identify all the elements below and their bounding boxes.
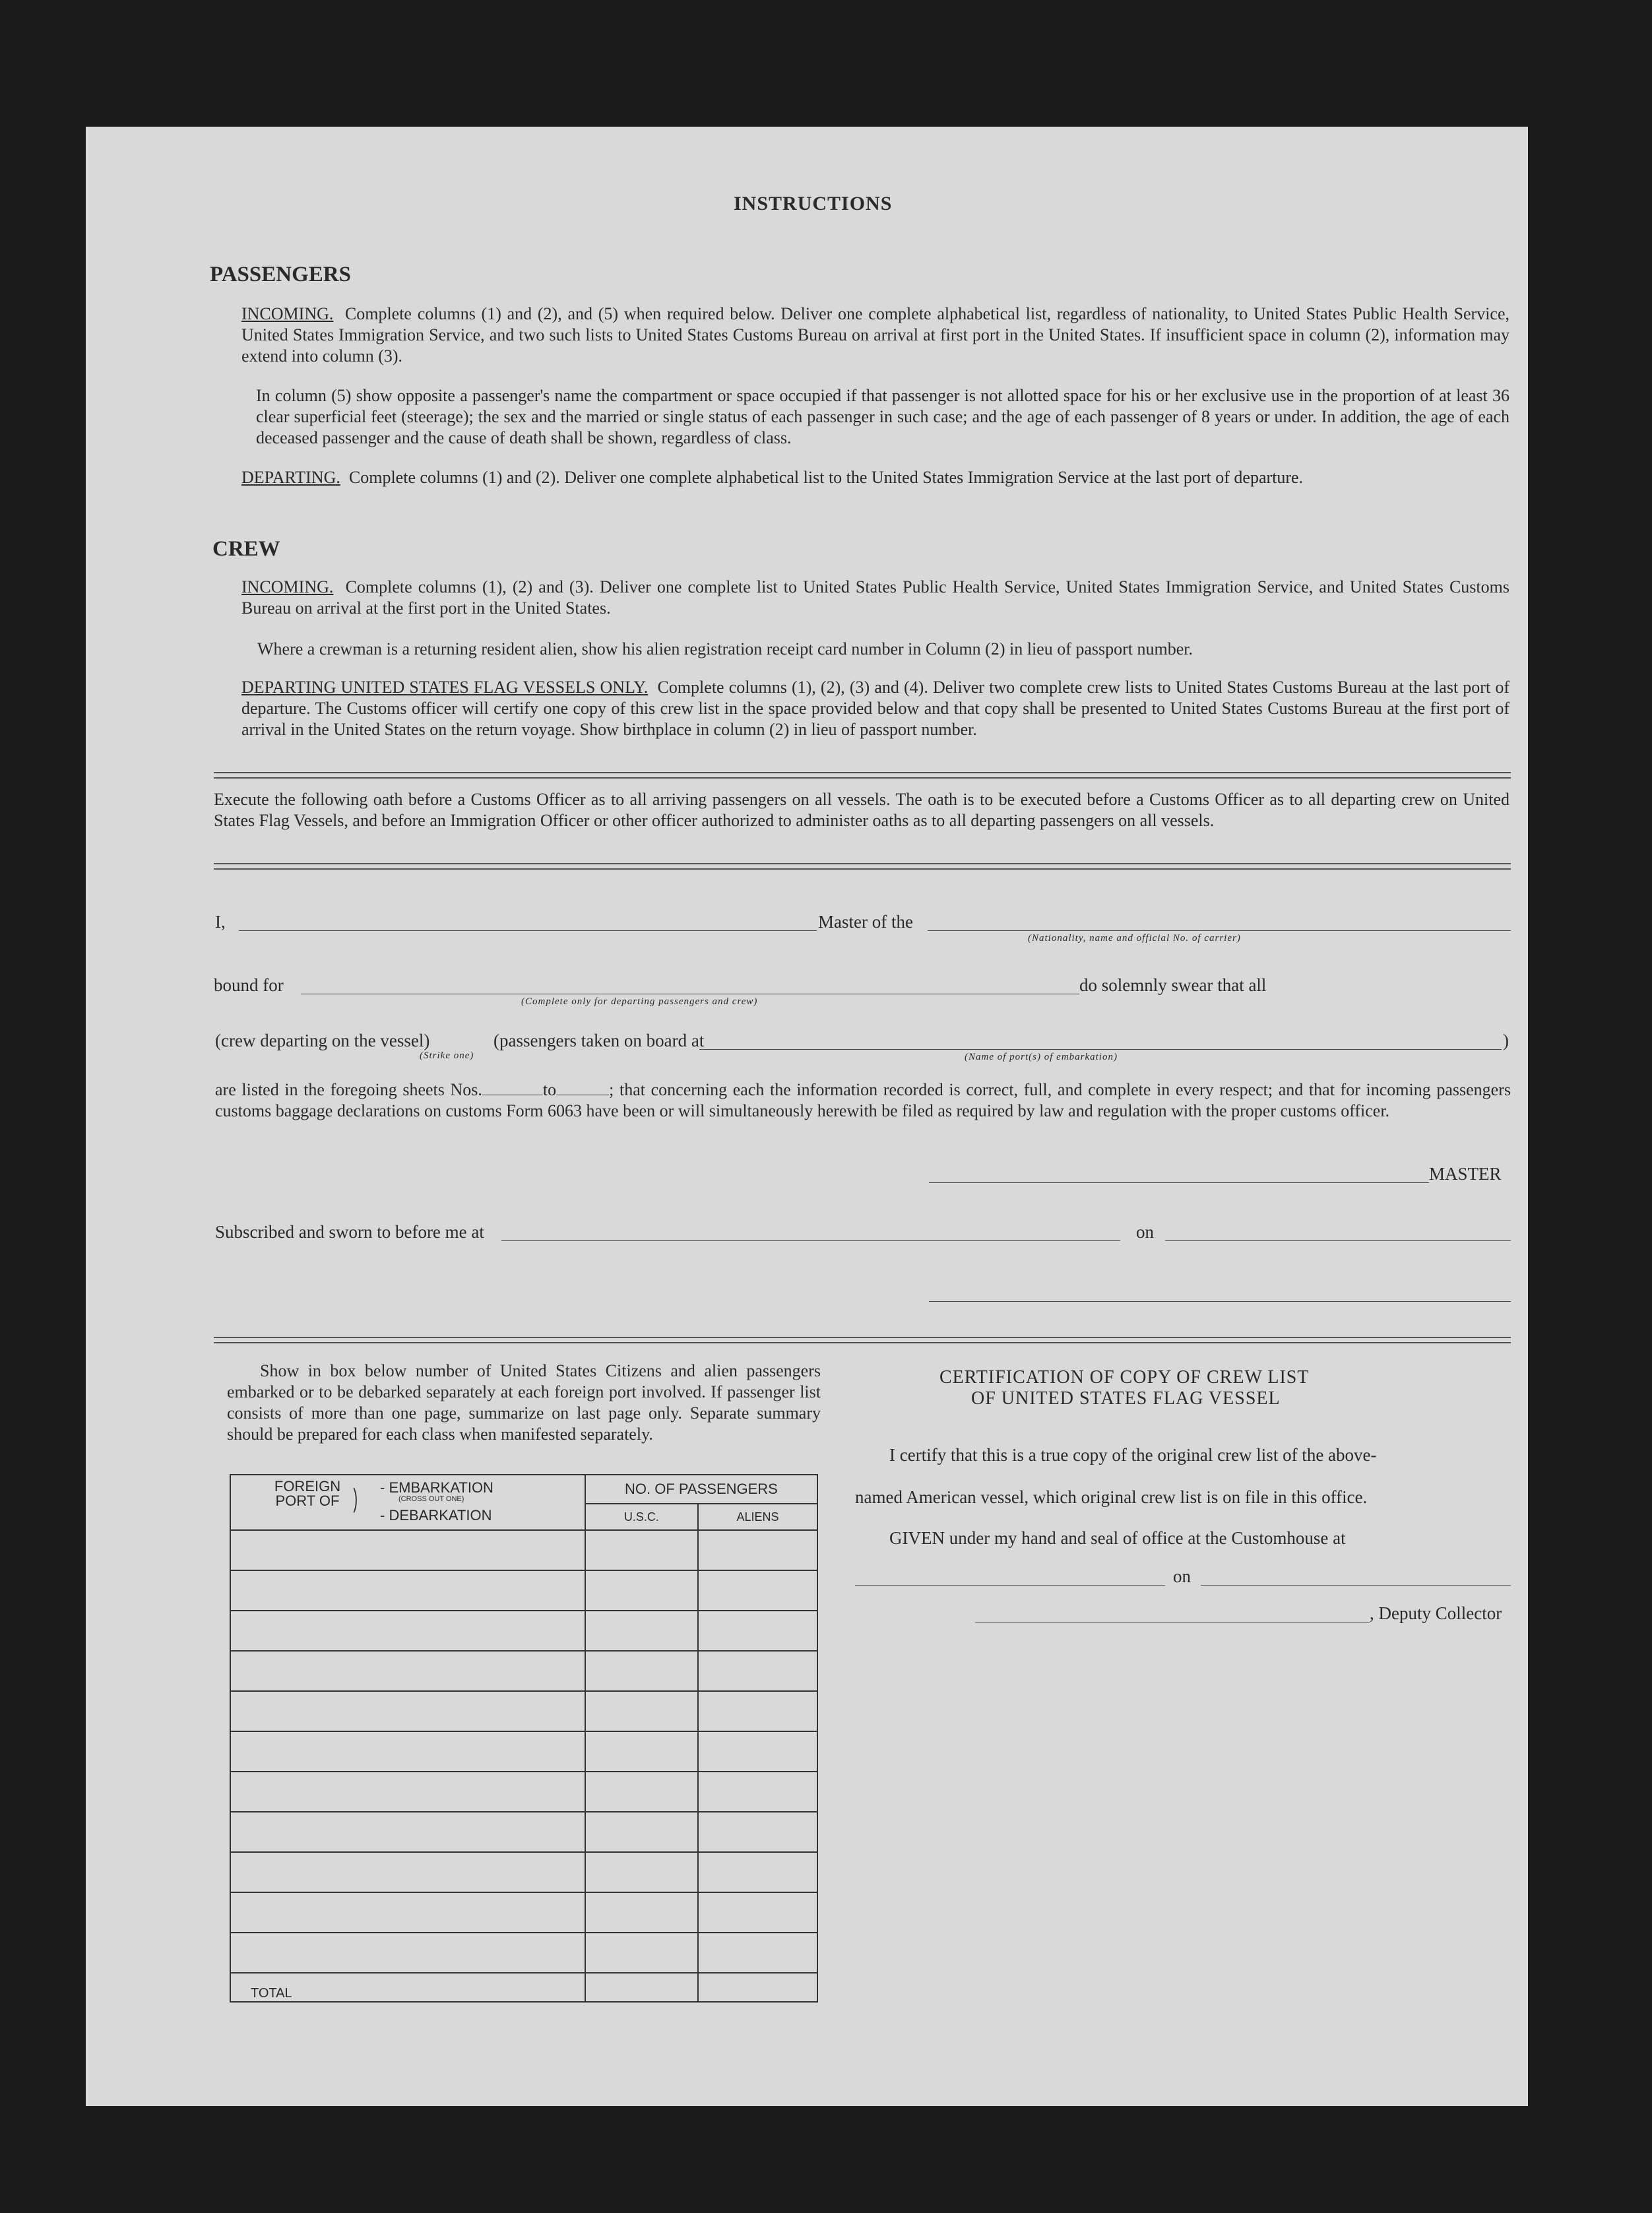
- aliens-cell[interactable]: [698, 1570, 817, 1611]
- crew-heading: CREW: [212, 537, 280, 561]
- passengers-incoming-text: Complete columns (1) and (2), and (5) when required below. Deliver one complete alphabetical list, regardless of nationality, to United States Public Health Service, United States Immigration Service, and two such lists to United States Customs Bureau on arrival at first port in the United States. If insufficient space in column (2), information may extend into column (3).: [241, 304, 1510, 366]
- listed-to: to: [542, 1080, 557, 1099]
- given-date-line[interactable]: [1201, 1585, 1511, 1586]
- divider: [214, 1337, 1511, 1343]
- named-text: named American vessel, which original crew list is on file in this office.: [855, 1487, 1368, 1507]
- debarkation-label: - DEBARKATION: [380, 1507, 492, 1523]
- sworn-date-line[interactable]: [1165, 1240, 1511, 1241]
- passenger-summary-table: [230, 1474, 818, 2003]
- aliens-header: ALIENS: [698, 1504, 817, 1530]
- aliens-cell[interactable]: [698, 1812, 817, 1852]
- table-row: [230, 1812, 817, 1852]
- divider: [214, 863, 1511, 870]
- usc-cell[interactable]: [585, 1812, 698, 1852]
- page-title: INSTRUCTIONS: [734, 193, 893, 214]
- aliens-cell[interactable]: [698, 1530, 817, 1570]
- port-cell[interactable]: [230, 1933, 585, 1973]
- crew-resident-paragraph: Where a crewman is a returning resident alien, show his alien registration receipt card number in Column (2) in lieu of passport number.: [257, 639, 1193, 658]
- table-row: [230, 1933, 817, 1973]
- certify-text: I certify that this is a true copy of the original crew list of the above-: [889, 1445, 1377, 1465]
- usc-cell[interactable]: [585, 1570, 698, 1611]
- port-cell[interactable]: [230, 1611, 585, 1651]
- master-label: MASTER: [1429, 1164, 1502, 1184]
- header-foreign-port: [230, 1475, 585, 1530]
- usc-cell[interactable]: [585, 1772, 698, 1812]
- crew-incoming-text: Complete columns (1), (2) and (3). Deliver one complete list to United States Public Health Service, United States Immigration Service, and United States Customs Bureau on arrival at the first port in the United States.: [241, 577, 1509, 618]
- port-cell[interactable]: [230, 1812, 585, 1852]
- passengers-incoming-label: INCOMING.: [241, 304, 334, 323]
- port-cell[interactable]: [230, 1570, 585, 1611]
- crew-departing-label: DEPARTING UNITED STATES FLAG VESSELS ONLY.: [241, 678, 649, 697]
- port-cell[interactable]: [230, 1691, 585, 1731]
- port-cell[interactable]: [230, 1772, 585, 1812]
- usc-cell[interactable]: [585, 1651, 698, 1691]
- deputy-collector-label: , Deputy Collector: [1370, 1603, 1502, 1623]
- aliens-cell[interactable]: [698, 1731, 817, 1772]
- oath-instructions: Execute the following oath before a Customs Officer as to all arriving passengers on all vessels. The oath is to be executed before a Customs Officer as to all departing crew on United States Flag Vessels, and before an Immigration Officer or other officer authorized to administer oaths as to all departing passengers on all vessels.: [214, 790, 1509, 830]
- usc-cell[interactable]: [585, 1731, 698, 1772]
- bound-note: (Complete only for departing passengers and crew): [521, 996, 758, 1007]
- table-row: [230, 1530, 817, 1570]
- table-row: [230, 1772, 817, 1812]
- total-usc-cell[interactable]: [585, 1973, 698, 2002]
- cross-out-note: (CROSS OUT ONE): [398, 1495, 464, 1503]
- passengers-taken-option[interactable]: (passengers taken on board at: [493, 1031, 705, 1050]
- total-label: TOTAL: [230, 1973, 585, 2002]
- oath-i-label: I,: [215, 912, 226, 932]
- certification-title-2: OF UNITED STATES FLAG VESSEL: [971, 1388, 1281, 1409]
- nationality-note: (Nationality, name and official No. of carrier): [1028, 933, 1241, 944]
- table-row: [230, 1892, 817, 1933]
- total-aliens-cell[interactable]: [698, 1973, 817, 2002]
- listed-text-b: ; that concerning each the information recorded is correct, full, and complete in every respect; and that for incoming passengers customs baggage declarations on customs Form 6063 have been or will simultaneously herewith be filed as required by law and regulation with the proper customs officer.: [215, 1080, 1511, 1120]
- listed-text-a: are listed in the foregoing sheets Nos.: [215, 1080, 482, 1099]
- usc-cell[interactable]: [585, 1933, 698, 1973]
- brace: ): [353, 1484, 358, 1513]
- passengers-departing-text: Complete columns (1) and (2). Deliver one complete alphabetical list to the United States Immigration Service at the last port of departure.: [348, 468, 1304, 487]
- no-passengers-header: NO. OF PASSENGERS: [585, 1475, 817, 1504]
- aliens-cell[interactable]: [698, 1611, 817, 1651]
- passengers-departing-paragraph: [241, 467, 1509, 488]
- given-on-label: on: [1173, 1566, 1191, 1586]
- usc-cell[interactable]: [585, 1530, 698, 1570]
- crew-incoming-label: INCOMING.: [241, 577, 334, 596]
- usc-cell[interactable]: [585, 1852, 698, 1892]
- sworn-on-label: on: [1136, 1222, 1154, 1242]
- table-row: [230, 1611, 817, 1651]
- usc-cell[interactable]: [585, 1611, 698, 1651]
- total-row: [230, 1973, 817, 2002]
- passengers-column5-paragraph: In column (5) show opposite a passenger's name the compartment or space occupied if that passenger is not allotted space for his or her exclusive use in the proportion of at least 36 clear superficial feet (steerage); the sex and the married or single status of each passenger in such case; and the age of each passenger of 8 years or under. In addition, the age of each deceased passenger and the cause of death shall be shown, regardless of class.: [256, 386, 1509, 447]
- aliens-cell[interactable]: [698, 1651, 817, 1691]
- usc-cell[interactable]: [585, 1892, 698, 1933]
- officer-signature-line[interactable]: [929, 1301, 1511, 1302]
- foreign-port-label: FOREIGN PORT OF: [274, 1478, 341, 1509]
- port-cell[interactable]: [230, 1651, 585, 1691]
- crew-departing-paragraph: [241, 677, 1509, 740]
- table-row: [230, 1691, 817, 1731]
- port-cell[interactable]: [230, 1731, 585, 1772]
- table-row: [230, 1852, 817, 1892]
- usc-cell[interactable]: [585, 1691, 698, 1731]
- master-name-line[interactable]: [239, 930, 817, 931]
- port-cell[interactable]: [230, 1892, 585, 1933]
- subscribed-label: Subscribed and sworn to before me at: [215, 1222, 484, 1242]
- aliens-cell[interactable]: [698, 1772, 817, 1812]
- table-row: [230, 1570, 817, 1611]
- embarkation-label: - EMBARKATION: [380, 1479, 493, 1496]
- customhouse-line[interactable]: [855, 1585, 1165, 1586]
- aliens-cell[interactable]: [698, 1691, 817, 1731]
- crew-incoming-paragraph: [241, 577, 1509, 619]
- port-cell[interactable]: [230, 1530, 585, 1570]
- carrier-line[interactable]: [928, 930, 1511, 931]
- table-row: [230, 1651, 817, 1691]
- bound-for-label: bound for: [214, 975, 284, 995]
- port-cell[interactable]: [230, 1852, 585, 1892]
- summary-instructions: Show in box below number of United States Citizens and alien passengers embarked or to be debarked separately at each foreign port involved. If passenger list consists of more than one page, summarize on last page only. Separate summary should be prepared for each class when manifested separately.: [227, 1361, 821, 1444]
- aliens-cell[interactable]: [698, 1933, 817, 1973]
- close-paren: ): [1503, 1031, 1509, 1050]
- sworn-place-line[interactable]: [501, 1240, 1120, 1241]
- certification-title-1: CERTIFICATION OF COPY OF CREW LIST: [939, 1367, 1310, 1388]
- aliens-cell[interactable]: [698, 1892, 817, 1933]
- master-of-label: Master of the: [818, 912, 913, 932]
- ports-note: (Name of port(s) of embarkation): [965, 1052, 1118, 1062]
- passengers-incoming-paragraph: [241, 304, 1509, 367]
- crew-departing-option[interactable]: (crew departing on the vessel): [215, 1031, 430, 1050]
- swear-label: do solemnly swear that all: [1079, 975, 1267, 995]
- ports-line[interactable]: [699, 1049, 1502, 1050]
- listed-paragraph: [215, 1079, 1511, 1122]
- table-row: [230, 1731, 817, 1772]
- passengers-heading: PASSENGERS: [210, 263, 351, 286]
- given-text: GIVEN under my hand and seal of office at the Customhouse at: [889, 1528, 1346, 1548]
- form-page: [86, 127, 1528, 2106]
- divider: [214, 772, 1511, 779]
- crew-departing-text: Complete columns (1), (2), (3) and (4). Deliver two complete crew lists to United States Customs Bureau at the last port of departure. The Customs officer will certify one copy of this crew list in the space provided below and that copy shall be presented to United States Customs Bureau at the first port of arrival in the United States on the return voyage. Show birthplace in column (2) in lieu of passport number.: [241, 678, 1509, 739]
- passengers-departing-label: DEPARTING.: [241, 468, 340, 487]
- strike-note: (Strike one): [420, 1050, 474, 1061]
- aliens-cell[interactable]: [698, 1852, 817, 1892]
- master-signature-line[interactable]: [929, 1182, 1429, 1183]
- usc-header: U.S.C.: [585, 1504, 698, 1530]
